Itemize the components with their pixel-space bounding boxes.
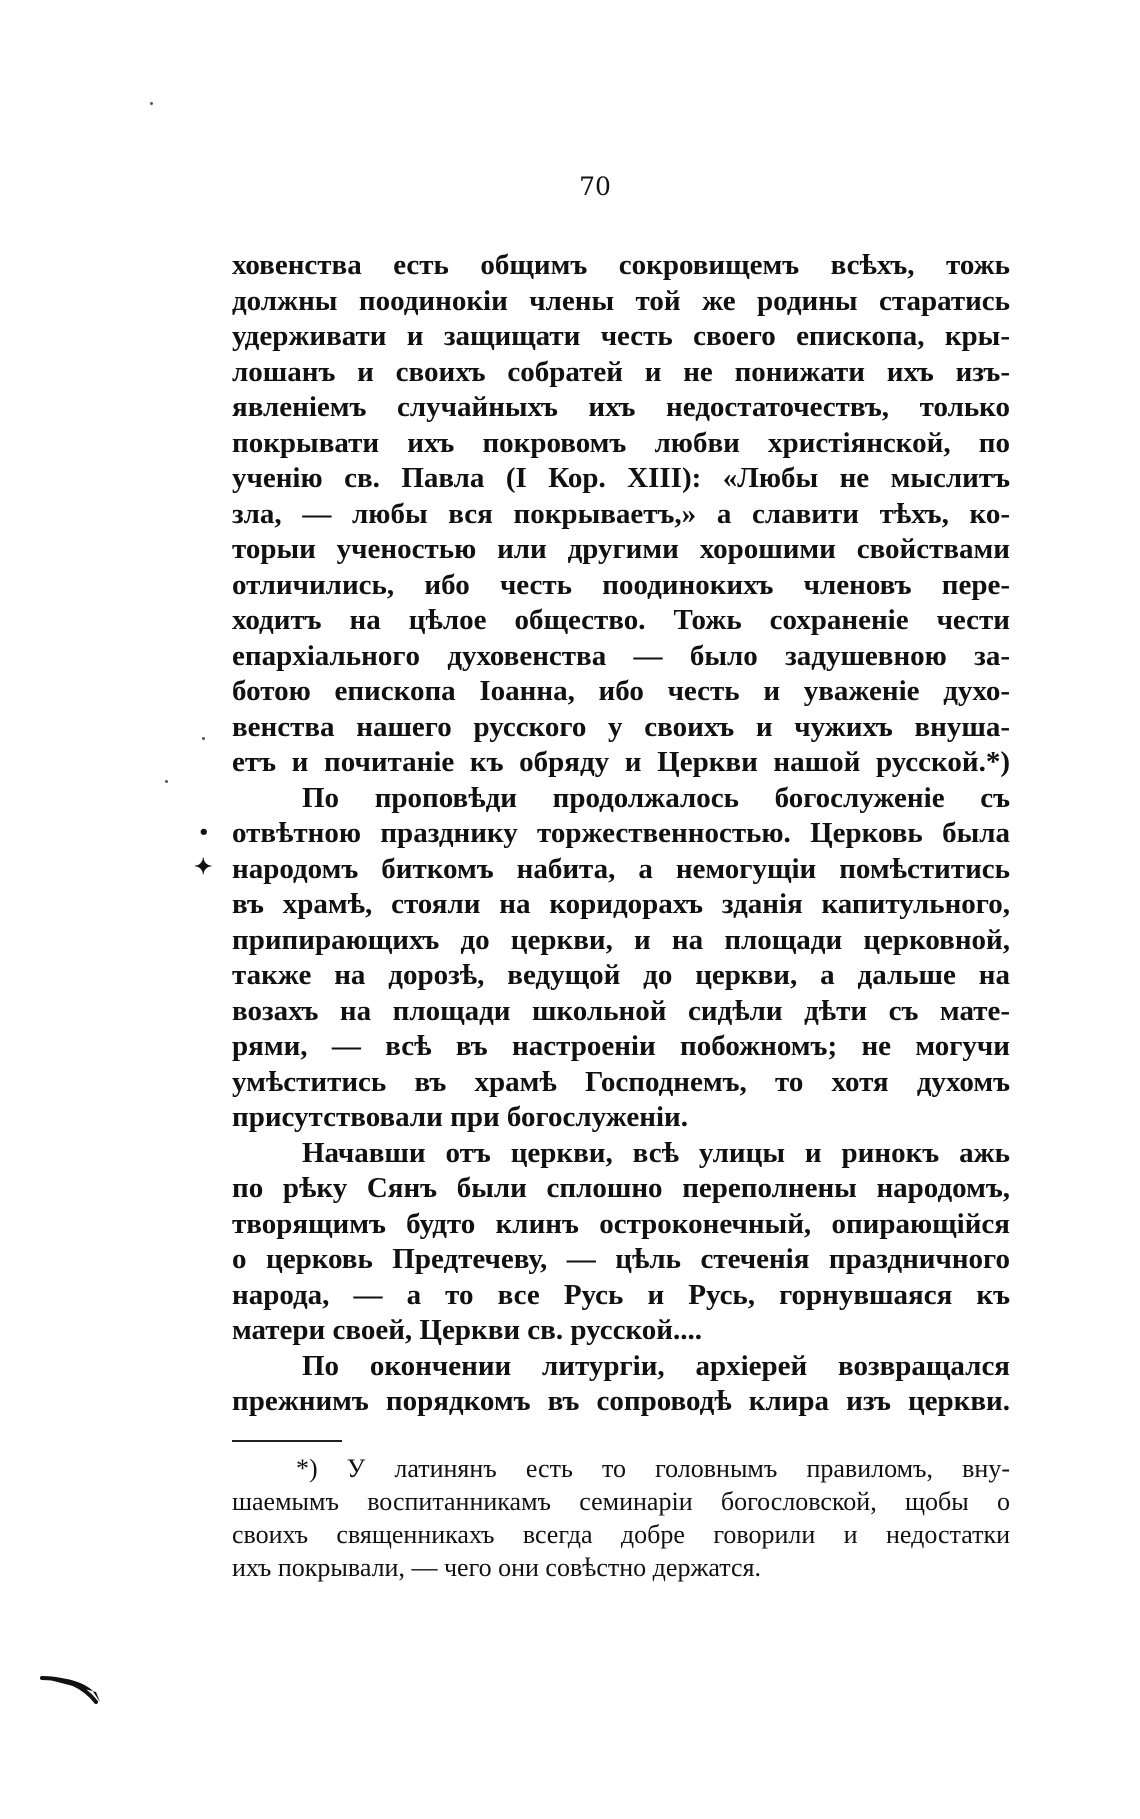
text-line: По окончении литургіи, архіерей возвращался: [302, 1349, 1010, 1382]
text-line: умѣститись въ храмѣ Господнемъ, то хотя духомъ: [232, 1065, 1010, 1098]
margin-speck: [150, 102, 153, 105]
main-text: [232, 248, 1010, 1420]
text-line: о церковь Предтечеву, — цѣль стеченія праздничного: [232, 1243, 1010, 1275]
text-line: явленіемъ случайныхъ ихъ недостаточествъ, только: [232, 391, 1010, 423]
footnote-line: своихъ священникахъ всегда добре говорили и недостатки: [232, 1520, 1010, 1549]
footnote-line: ихъ покрывали, — чего они совѣстно держатся.: [232, 1553, 761, 1582]
text-line: етъ и почитаніе къ обряду и Церкви нашой русской.*): [232, 746, 1010, 778]
text-line: По проповѣди продолжалось богослуженіе съ: [302, 781, 1010, 814]
text-line: покрывати ихъ покровомъ любви христіянской, по: [232, 426, 1010, 459]
text-line: по рѣку Сянъ были сплошно переполнены народомъ,: [232, 1172, 1010, 1204]
text-line: творящимъ будто клинъ остроконечный, опирающійся: [232, 1207, 1010, 1240]
text-line: народа, — а то все Русь и Русь, горнувшаяся къ: [232, 1278, 1010, 1311]
text-line: возахъ на площади школьной сидѣли дѣти съ мате-: [232, 994, 1010, 1027]
text-line: матери своей, Церкви св. русской....: [232, 1314, 702, 1346]
footnote: [232, 1452, 1010, 1584]
text-line: венства нашего русского у своихъ и чужихъ внуша-: [232, 710, 1010, 743]
text-line: также на дорозѣ, ведущой до церкви, а дальше на: [232, 959, 1010, 991]
text-line: ботою епископа Іоанна, ибо честь и уваженіе духо-: [232, 675, 1010, 707]
footnote-line: шаемымъ воспитанникамъ семинаріи богословской, щобы о: [232, 1487, 1010, 1516]
text-line: должны поодинокіи члены той же родины старатись: [232, 284, 1010, 317]
text-line: Начавши отъ церкви, всѣ улицы и ринокъ ажь: [302, 1136, 1010, 1169]
text-line: въ храмѣ, стояли на коридорахъ зданія капитульного,: [232, 888, 1010, 920]
text-line: ховенства есть общимъ сокровищемъ всѣхъ, тожь: [232, 249, 1010, 281]
text-line: ходитъ на цѣлое общество. Тожь сохраненіе чести: [232, 604, 1010, 636]
text-line: епархіальногo духовенства — было задушевною за-: [232, 639, 1010, 672]
margin-mark-star: ✦: [194, 854, 213, 880]
text-line: ученію св. Павла (І Кор. ХІІІ): «Любы не мыслитъ: [232, 462, 1010, 494]
text-line: присутствовали при богослуженіи.: [232, 1101, 688, 1133]
text-line: лошанъ и своихъ собратей и не понижати ихъ изъ-: [232, 355, 1010, 388]
page-number: 70: [579, 172, 611, 201]
footnote-divider: [232, 1440, 342, 1442]
text-line: зла, — любы вся покрываетъ,» а славити тѣхъ, ко-: [232, 497, 1010, 530]
footnote-line: *) У латинянъ есть то головнымъ правиломъ, вну-: [296, 1454, 1010, 1483]
margin-speck: [202, 737, 205, 740]
text-line: отличились, ибо честь поодинокихъ членовъ пере-: [232, 568, 1010, 601]
text-line: прежнимъ порядкомъ въ сопроводѣ клира изъ церкви.: [232, 1385, 1010, 1417]
text-line: торыи ученостью или другими хорошими свойствами: [232, 533, 1010, 565]
text-line: припирающихъ до церкви, и на площади церковной,: [232, 923, 1010, 956]
text-line: удерживати и защищати честь своего епископа, кры-: [232, 320, 1010, 352]
margin-speck: [165, 780, 168, 783]
margin-mark-bullet: •: [198, 822, 210, 843]
margin-scratch-mark: [40, 1672, 110, 1712]
text-line: народомъ биткомъ набита, а немогущіи помѣститись: [232, 852, 1010, 885]
text-line: рями, — всѣ въ настроеніи побожномъ; не могучи: [232, 1030, 1010, 1062]
text-line: отвѣтною празднику торжественностью. Церковь была: [232, 817, 1010, 849]
